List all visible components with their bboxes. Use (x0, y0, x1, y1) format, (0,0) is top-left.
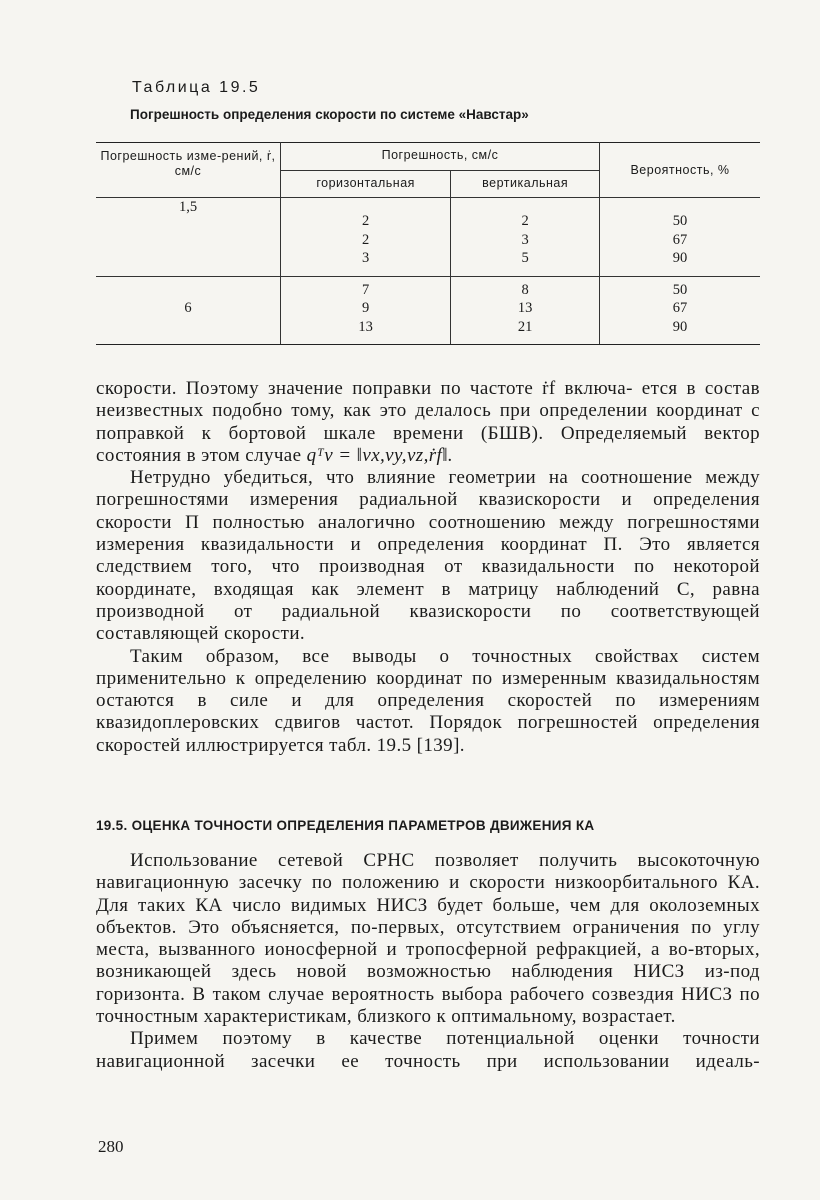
header-probability: Вероятность, % (600, 143, 761, 198)
velocity-error-table (96, 142, 760, 345)
paragraph: Использование сетевой СРНС позволяет получить высокоточную навигационную засечку по положению и скорости низкоорбитального КА. Для таких КА число видимых НИСЗ будет больше, чем для околоземных объектов. Это объясняется, по-первых, отсутствием ограничения по углу места, вызванного ионосферной и тропосферной рефракцией, а во-вторых, возникающей здесь новой возможностью наблюдения НИСЗ из-под горизонта. В таком случае вероятность выбора рабочего созвездия НИСЗ по точностным характеристикам, близкого к оптимальному, возрастает. (96, 850, 760, 1028)
table-row (96, 198, 760, 277)
body-text-lower (96, 850, 760, 1073)
header-measurement-error: Погрешность изме-рений, ṙ, см/с (96, 143, 281, 198)
page-number: 280 (98, 1137, 124, 1156)
cell-measurement-error: 1,5 (96, 198, 281, 277)
table-row (96, 276, 760, 345)
paragraph: Нетрудно убедиться, что влияние геометрии на соотношение между погрешностями измерения радиальной квазискорости и определения скорости П полностью аналогично соотношению между погрешностями измерения квазидальности и определения координат П. Это является следствием того, что производная от квазидальности по некоторой координате, входящая как элемент в матрицу наблюдений С, равна производной от радиальной квазискорости по соответствующей составляющей скорости. (96, 467, 760, 645)
cell-vertical: 2 3 5 (451, 198, 600, 277)
body-text-upper (96, 378, 760, 757)
cell-horizontal: 7 9 13 (281, 276, 451, 345)
header-horizontal: горизонтальная (281, 170, 451, 198)
header-velocity-error: Погрешность, см/с (281, 143, 600, 171)
cell-measurement-error: 6 (96, 276, 281, 345)
cell-vertical: 8 13 21 (451, 276, 600, 345)
header-vertical: вертикальная (451, 170, 600, 198)
paragraph: скорости. Поэтому значение поправки по частоте ṙf включа- ется в состав неизвестных подобно тому, как это делалось при определении координат с поправкой к бортовой шкале времени (БШВ). Определяемый вектор состояния в этом случае qᵀv = ‖vx,vy,vz,ṙf‖. (96, 378, 760, 466)
cell-horizontal: 2 2 3 (281, 198, 451, 277)
table-title: Погрешность определения скорости по системе «Навстар» (130, 107, 529, 122)
section-heading: 19.5. ОЦЕНКА ТОЧНОСТИ ОПРЕДЕЛЕНИЯ ПАРАМЕТРОВ ДВИЖЕНИЯ КА (96, 818, 595, 833)
paragraph: Таким образом, все выводы о точностных свойствах систем применительно к определению координат по измеренным квазидальностям остаются в силе и для определения скоростей по измерениям квазидоплеровских сдвигов частот. Порядок погрешностей определения скоростей иллюстрируется табл. 19.5 [139]. (96, 645, 760, 756)
paragraph: Примем поэтому в качестве потенциальной оценки точности навигационной засечки ее точность при использовании идеаль- (96, 1028, 760, 1072)
cell-probability: 50 67 90 (600, 276, 761, 345)
cell-probability: 50 67 90 (600, 198, 761, 277)
table-caption: Таблица 19.5 (132, 79, 261, 96)
state-vector-formula: qᵀv = ‖vx,vy,vz,ṙf‖. (306, 444, 454, 466)
